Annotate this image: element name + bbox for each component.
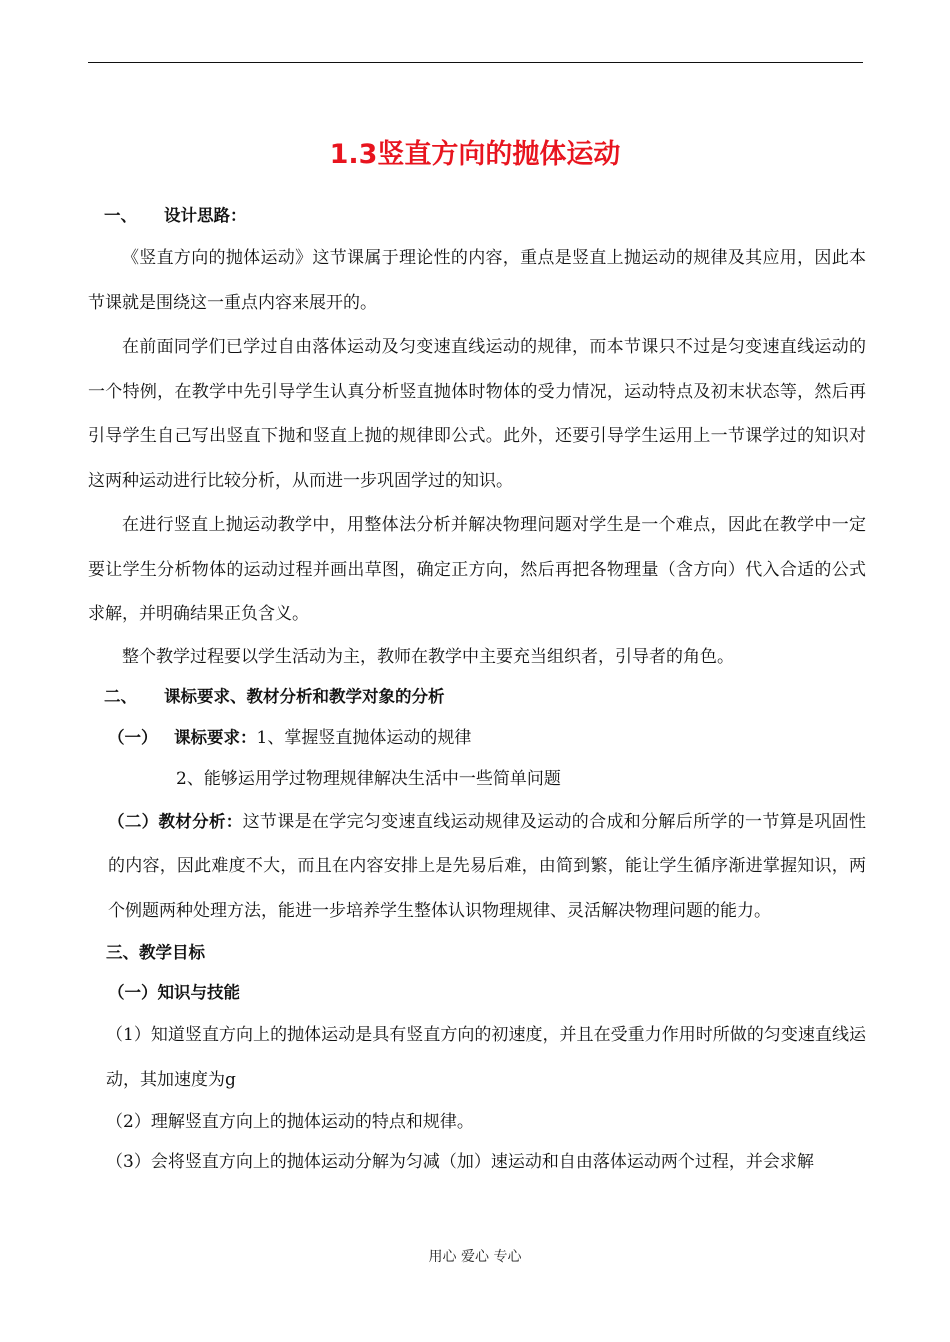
page-title: 1.3竖直方向的抛体运动 bbox=[329, 139, 621, 170]
objectives-subheading: （一）知识与技能 bbox=[108, 983, 240, 1002]
section-1-number: 一、 bbox=[104, 206, 137, 225]
paragraph-4: 整个教学过程要以学生活动为主，教师在教学中主要充当组织者，引导者的角色。 bbox=[122, 646, 734, 667]
curriculum-item-2: 2、能够运用学过物理规律解决生活中一些简单问题 bbox=[176, 768, 561, 789]
paragraph-2: 在前面同学们已学过自由落体运动及匀变速直线运动的规律，而本节课只不过是匀变速直线运动的一个特例，在教学中先引导学生认真分析竖直抛体时物体的受力情况，运动特点及初末状态等，然后再引导学生自己写出竖直下抛和竖直上抛的规律即公式。此外，还要引导学生运用上一节课学过的知识对这两种运动进行比较分析，从而进一步巩固学过的知识。 bbox=[88, 337, 866, 491]
objective-2: （2）理解竖直方向上的抛体运动的特点和规律。 bbox=[106, 1112, 474, 1132]
textbook-analysis bbox=[88, 800, 866, 934]
section-3-heading: 三、教学目标 bbox=[106, 943, 205, 962]
header-rule bbox=[88, 62, 863, 63]
objective-1: （1）知道竖直方向上的抛体运动是具有竖直方向的初速度，并且在受重力作用时所做的匀变速直线运动，其加速度为g bbox=[106, 1025, 866, 1090]
curriculum-item-1: 1、掌握竖直抛体运动的规律 bbox=[256, 727, 472, 748]
textbook-label: （二）教材分析： bbox=[108, 811, 243, 831]
document-body bbox=[88, 196, 866, 1182]
section-2-title: 课标要求、教材分析和教学对象的分析 bbox=[164, 686, 445, 706]
paragraph-1: 《竖直方向的抛体运动》这节课属于理论性的内容，重点是竖直上抛运动的规律及其应用，因此本节课就是围绕这一重点内容来展开的。 bbox=[88, 248, 866, 313]
section-2-heading bbox=[88, 677, 866, 717]
section-2-number: 二、 bbox=[104, 686, 137, 706]
paragraph-3: 在进行竖直上抛运动教学中，用整体法分析并解决物理问题对学生是一个难点，因此在教学中一定要让学生分析物体的运动过程并画出草图，确定正方向，然后再把各物理量（含方向）代入合适的公式求解，并明确结果正负含义。 bbox=[88, 515, 866, 624]
page-footer: 用心 爱心 专心 bbox=[428, 1249, 522, 1265]
objective-3: （3）会将竖直方向上的抛体运动分解为匀减（加）速运动和自由落体运动两个过程，并会求解 bbox=[106, 1152, 814, 1172]
curriculum-number: （一） bbox=[108, 727, 158, 747]
curriculum-requirements bbox=[88, 717, 866, 759]
section-1-heading bbox=[88, 196, 866, 236]
textbook-text: 这节课是在学完匀变速直线运动规律及运动的合成和分解后所学的一节算是巩固性的内容，因此难度不大，而且在内容安排上是先易后难，由简到繁，能让学生循序渐进掌握知识，两个例题两种处理方法，能进一步培养学生整体认识物理规律、灵活解决物理问题的能力。 bbox=[108, 811, 867, 921]
curriculum-label: 课标要求： bbox=[174, 727, 257, 747]
section-1-title: 设计思路： bbox=[164, 206, 247, 225]
